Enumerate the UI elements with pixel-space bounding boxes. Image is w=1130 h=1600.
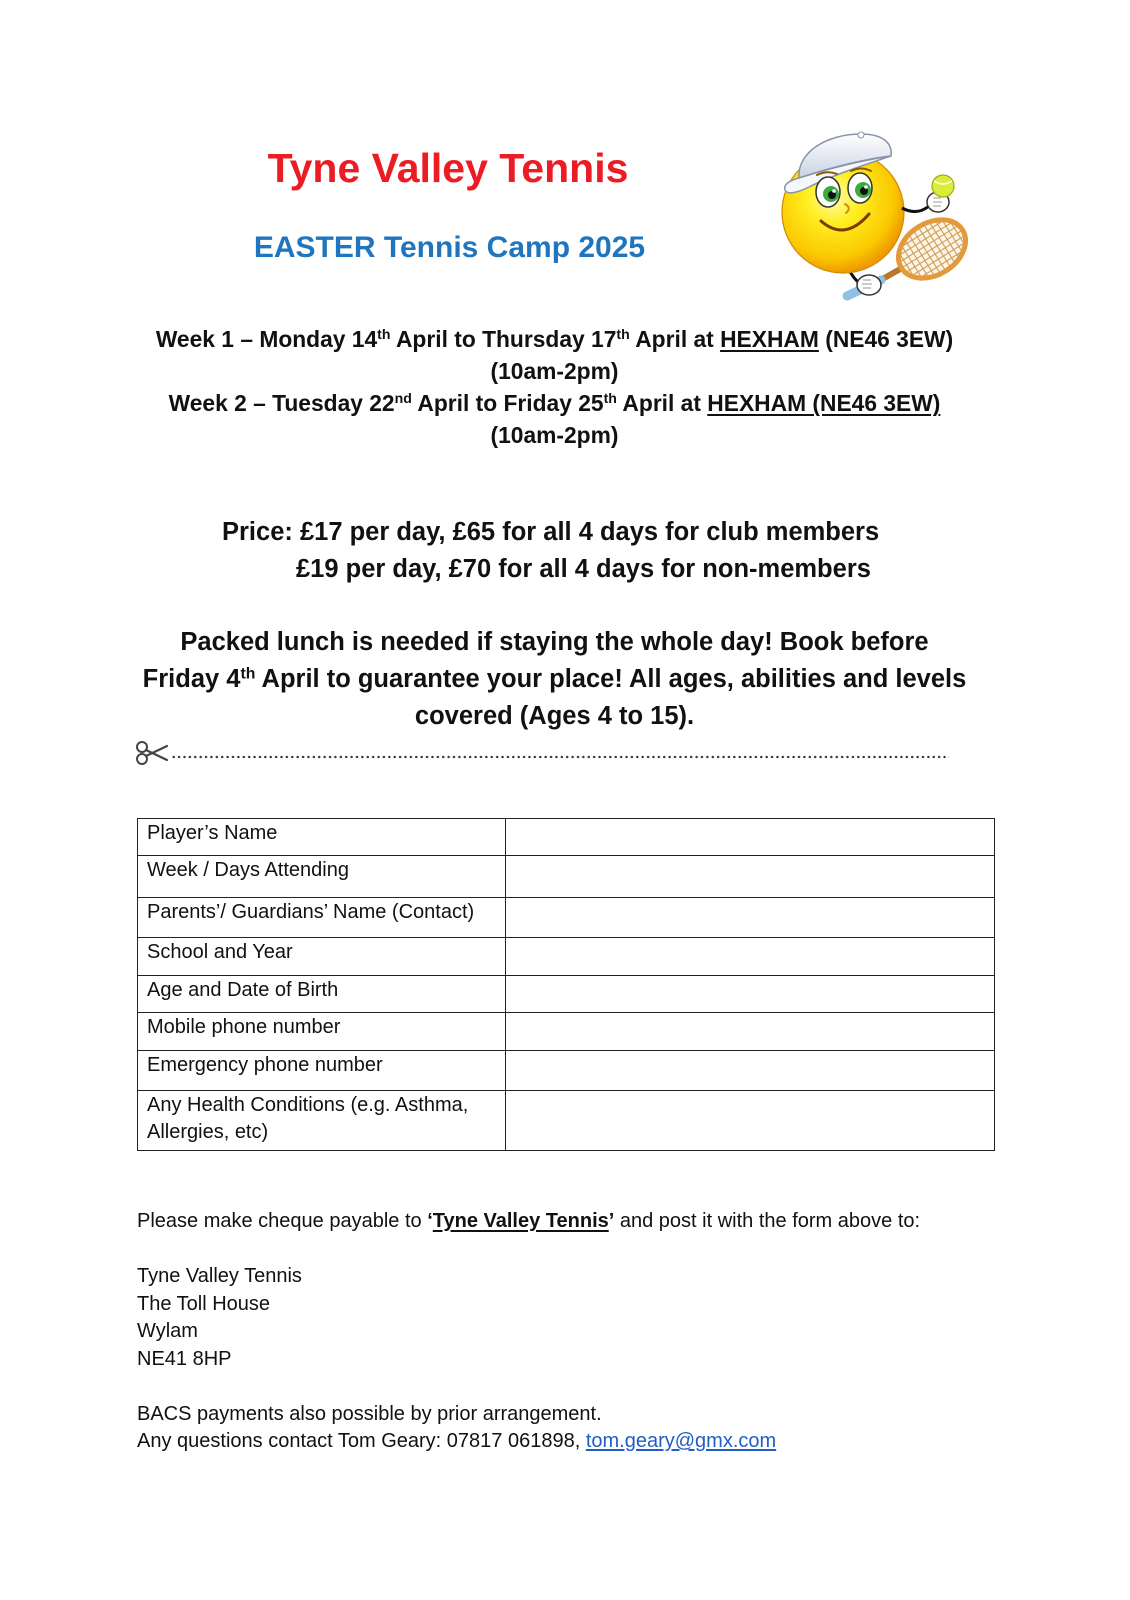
tennis-ball-icon [932, 175, 954, 197]
booking-notice [0, 624, 1109, 735]
footer [137, 1208, 1097, 1456]
price-members: Price: £17 per day, £65 for all 4 days for club members [222, 518, 880, 546]
form-label: School and Year [138, 938, 506, 976]
form-row [138, 1051, 995, 1091]
payment-instructions [137, 1208, 1097, 1236]
week2-venue: HEXHAM (NE46 3EW) [707, 390, 941, 416]
form-label: Week / Days Attending [138, 856, 506, 898]
form-row [138, 976, 995, 1013]
form-field-blank [506, 1013, 995, 1051]
glove-icon [857, 275, 881, 295]
payment-text: Please make cheque payable to [137, 1210, 428, 1232]
form-field-blank [506, 1091, 995, 1151]
smiley-face [782, 132, 904, 273]
week1-postcode: (NE46 3EW) [818, 326, 954, 352]
form-field-blank [506, 976, 995, 1013]
week2-text: Week 2 – Tuesday 22 [168, 390, 395, 416]
contact-line [137, 1428, 1097, 1456]
notice-ordinal: th [240, 665, 256, 683]
form-row [138, 1013, 995, 1051]
notice-line [0, 661, 1109, 698]
smiley-tennis-player-icon [775, 128, 1005, 313]
address-line: NE41 8HP [137, 1347, 232, 1370]
camp-subtitle: EASTER Tennis Camp 2025 [253, 231, 646, 264]
form-field-blank [506, 898, 995, 938]
week1-dates [0, 323, 1109, 355]
camp-schedule [0, 323, 1109, 451]
form-field-blank [506, 938, 995, 976]
spacer [137, 1373, 1097, 1401]
week2-end-ordinal: th [603, 390, 617, 407]
address-line: Wylam [137, 1320, 198, 1342]
notice-text: Friday 4 [142, 665, 241, 693]
address-line: The Toll House [137, 1292, 271, 1315]
week1-end-ordinal: th [616, 326, 630, 343]
form-row [138, 1091, 995, 1151]
notice-line: Packed lunch is needed if staying the whole day! Book before [180, 628, 929, 656]
payee-name: Tyne Valley Tennis [432, 1210, 609, 1232]
payee-quote: ‘ [427, 1210, 433, 1232]
notice-text: April to guarantee your place! All ages, abilities and levels [255, 665, 967, 693]
form-field-blank [506, 819, 995, 856]
form-label: Player’s Name [138, 819, 506, 856]
form-row [138, 938, 995, 976]
form-label: Any Health Conditions (e.g. Asthma, Allergies, etc) [138, 1091, 506, 1151]
payee-quote: ’ [608, 1210, 615, 1232]
contact-text: Any questions contact Tom Geary: 07817 061898, [137, 1430, 586, 1452]
form-row [138, 819, 995, 856]
cut-line [135, 740, 955, 766]
week2-text: April at [616, 390, 708, 416]
price-non-members: £19 per day, £70 for all 4 days for non-members [296, 555, 871, 583]
spacer [137, 1236, 1097, 1264]
form-row [138, 898, 995, 938]
payment-text: and post it with the form above to: [614, 1210, 921, 1232]
week2-text: April to Friday 25 [411, 390, 604, 416]
form-field-blank [506, 1051, 995, 1091]
email-link[interactable]: tom.geary@gmx.com [585, 1430, 777, 1452]
notice-line: covered (Ages 4 to 15). [414, 702, 695, 730]
form-field-blank [506, 856, 995, 898]
week1-hours: (10am-2pm) [490, 358, 619, 384]
week2-start-ordinal: nd [394, 390, 412, 407]
form-label: Parents’/ Guardians’ Name (Contact) [138, 898, 506, 938]
form-label: Mobile phone number [138, 1013, 506, 1051]
form-label: Emergency phone number [138, 1051, 506, 1091]
week1-text: April to Thursday 17 [390, 326, 617, 352]
bacs-note: BACS payments also possible by prior arrangement. [137, 1402, 602, 1425]
week1-venue: HEXHAM [720, 326, 819, 352]
form-row [138, 856, 995, 898]
form-label: Age and Date of Birth [138, 976, 506, 1013]
week1-start-ordinal: th [377, 326, 391, 343]
week1-text: Week 1 – Monday 14 [155, 326, 378, 352]
week1-text: April at [629, 326, 721, 352]
week2-dates [0, 387, 1109, 419]
week2-hours: (10am-2pm) [490, 422, 619, 448]
club-title: Tyne Valley Tennis [267, 145, 629, 191]
scissors-icon [135, 740, 169, 766]
address-line: Tyne Valley Tennis [137, 1265, 302, 1287]
dotted-cut-line [171, 755, 949, 759]
registration-form [137, 818, 995, 1151]
